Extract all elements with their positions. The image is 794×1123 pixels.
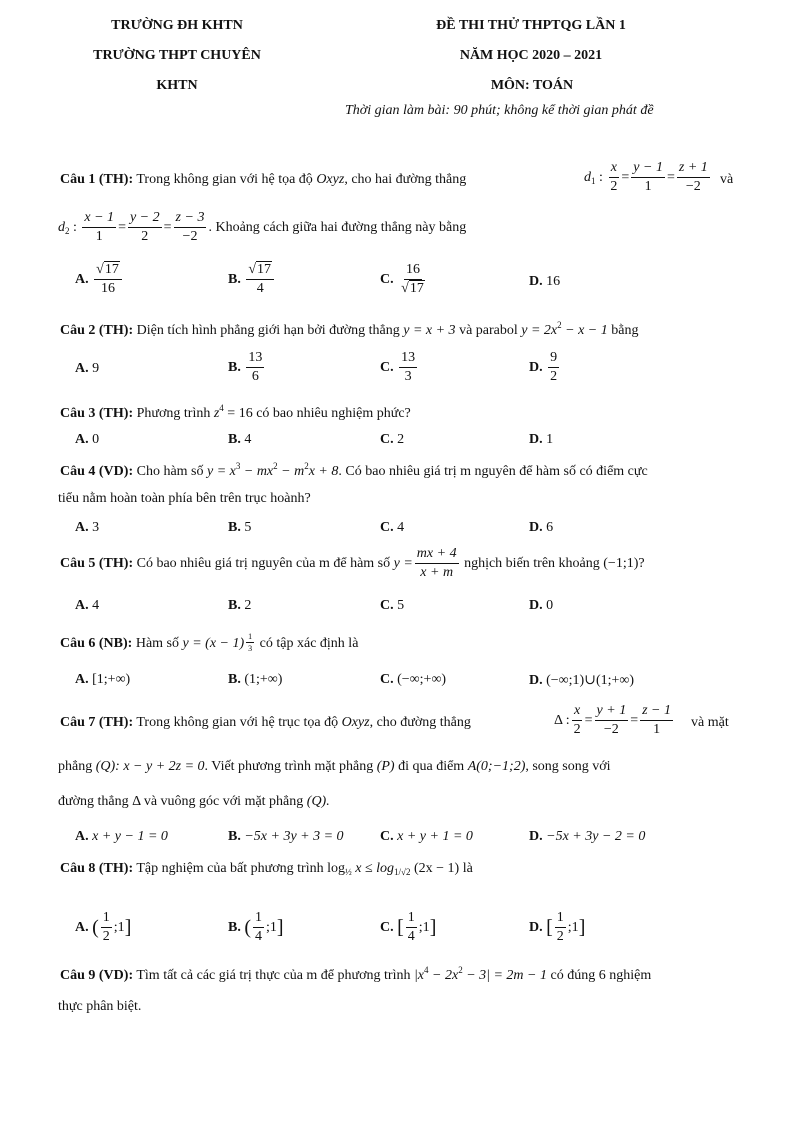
option-a[interactable]: A. x + y − 1 = 0 xyxy=(75,829,168,844)
time-note: Thời gian làm bài: 90 phút; không kể thời gian phát đề xyxy=(345,103,654,118)
option-a[interactable]: A. 4 xyxy=(75,598,100,613)
math-expression: |x xyxy=(413,968,425,983)
question-1: Câu 1 (TH): Trong không gian với hệ tọa độ Oxyz, cho hai đường thẳng $d_1$ : $\frac{x}{2}$ = $\frac{y - 1}{1}$ = $\frac{z + 1}{-2}$ và xyxy=(60,160,734,195)
fraction: $\frac{x}{2}$ xyxy=(610,160,618,195)
option-a[interactable]: A. $\frac{√17}{16}$ xyxy=(75,262,124,297)
math-expression: (Q): x − y + 2z = 0 xyxy=(95,759,205,774)
fraction: $\frac{z - 3}{-2}$ xyxy=(175,210,205,245)
math-expression: y = x xyxy=(207,464,236,479)
option-b[interactable]: B. 4 xyxy=(228,432,252,447)
option-c[interactable]: C. (−∞;+∞) xyxy=(380,672,447,687)
option-d[interactable]: D. −5x + 3y − 2 = 0 xyxy=(529,829,646,844)
subject: MÔN: TOÁN xyxy=(490,78,574,93)
option-b[interactable]: B. 2 xyxy=(228,598,252,613)
question-text: . Khoảng cách giữa hai đường thẳng này bằng xyxy=(208,219,467,235)
exam-title: ĐỀ THI THỬ THPTQG LẦN 1 xyxy=(436,18,626,33)
option-d[interactable]: D. 6 xyxy=(529,520,554,535)
fraction: $\frac{x - 1}{1}$ xyxy=(84,210,115,245)
option-d[interactable]: D. 0 xyxy=(529,598,554,613)
line-name: d xyxy=(58,219,65,235)
question-text: , cho hai đường thẳng xyxy=(344,172,467,187)
math-expression: z xyxy=(213,406,220,421)
question-1-cont: $d_2$ : $\frac{x - 1}{1}$ = $\frac{y - 2}{2}$ = $\frac{z - 3}{-2}$ . Khoảng cách giữa hai đường thẳng này bằng xyxy=(58,210,467,245)
question-8: Câu 8 (TH): Tập nghiệm của bất phương trình $\log_{\frac{1}{2}} x \le \log_{1/√2} (2x - 1)$ là xyxy=(60,861,473,877)
option-b[interactable]: B. (1;+∞) xyxy=(228,672,283,687)
question-3: Câu 3 (TH): Phương trình $z^4 = 16$ có bao nhiêu nghiệm phức? xyxy=(60,403,411,421)
option-a[interactable]: A. 3 xyxy=(75,520,100,535)
question-7-cont2: đường thẳng Δ và vuông góc với mặt phẳng (Q). xyxy=(58,794,330,809)
math-expression: y = x + 3 xyxy=(403,323,456,338)
line-name: Δ : xyxy=(554,712,570,728)
option-c[interactable]: C. 4 xyxy=(380,520,405,535)
math-expression: y = (x − 1) xyxy=(182,636,245,651)
option-c[interactable]: C. $\frac{13}{3}$ xyxy=(380,350,416,385)
question-7: Câu 7 (TH): Trong không gian với hệ trục tọa độ Oxyz, cho đường thẳng Δ : $\frac{x}{2}$ = $\frac{y + 1}{-2}$ = $\frac{z - 1}{1}$ và mặt xyxy=(60,703,729,738)
question-text: và xyxy=(720,172,734,187)
line-name: d xyxy=(584,169,591,185)
option-a[interactable]: A. 0 xyxy=(75,432,100,447)
subscript: 1 xyxy=(591,175,596,186)
math-expression: (−1;1)? xyxy=(603,555,645,571)
option-c[interactable]: C. 2 xyxy=(380,432,405,447)
option-b[interactable]: B. ( $\frac{1}{4}$ ;1] xyxy=(228,910,284,945)
option-c[interactable]: C. [ $\frac{1}{4}$ ;1] xyxy=(380,910,437,945)
fraction: $\frac{y - 1}{1}$ xyxy=(633,160,663,195)
option-d[interactable]: D. 1 xyxy=(529,432,554,447)
question-9-cont: thực phân biệt. xyxy=(58,999,142,1014)
fraction: $\frac{mx + 4}{x + m}$ xyxy=(416,546,457,581)
question-2: Câu 2 (TH): Diện tích hình phẳng giới hạn bởi đường thẳng y = x + 3 và parabol $y = 2x^2 - x - 1$ bằng xyxy=(60,320,639,338)
question-7-cont: phẳng (Q): x − y + 2z = 0. Viết phương trình mặt phẳng (P) đi qua điểm A(0;−1;2), song song với xyxy=(58,759,611,774)
school-name-line2: TRƯỜNG THPT CHUYÊN xyxy=(93,48,261,63)
option-d[interactable]: D. 16 xyxy=(529,274,561,289)
fraction: $\frac{z + 1}{-2}$ xyxy=(678,160,708,195)
option-a[interactable]: A. [1;+∞) xyxy=(75,672,131,687)
school-name-line1: TRƯỜNG ĐH KHTN xyxy=(111,18,243,33)
question-5: Câu 5 (TH): Có bao nhiêu giá trị nguyên của m để hàm số y = $\frac{mx + 4}{x + m}$ nghịch biến trên khoảng (−1;1)? xyxy=(60,546,645,581)
math-symbol: Oxyz xyxy=(316,172,345,187)
option-b[interactable]: B. $\frac{13}{6}$ xyxy=(228,350,263,385)
option-b[interactable]: B. 5 xyxy=(228,520,252,535)
option-b[interactable]: B. $\frac{√17}{4}$ xyxy=(228,262,276,297)
option-d[interactable]: D. $\frac{9}{2}$ xyxy=(529,350,558,385)
option-a[interactable]: A. 9 xyxy=(75,361,100,376)
question-text: Trong không gian với hệ tọa độ xyxy=(136,172,313,187)
subscript: 2 xyxy=(65,225,70,236)
option-c[interactable]: C. 5 xyxy=(380,598,405,613)
option-b[interactable]: B. −5x + 3y + 3 = 0 xyxy=(228,829,344,844)
math-expression: log xyxy=(327,861,345,876)
option-a[interactable]: A. ( $\frac{1}{2}$ ;1] xyxy=(75,910,132,945)
question-6: Câu 6 (NB): Hàm số y = (x − 1) $\frac{1}{3}$ có tập xác định là xyxy=(60,632,359,654)
school-name-line3: KHTN xyxy=(156,78,198,93)
option-d[interactable]: D. (−∞;1)∪(1;+∞) xyxy=(529,673,635,688)
school-year: NĂM HỌC 2020 – 2021 xyxy=(459,48,603,63)
question-label: Câu 1 (TH): xyxy=(60,172,134,187)
question-4-cont: tiểu nằm hoàn toàn phía bên trên trục hoành? xyxy=(58,491,311,506)
option-c[interactable]: C. $\frac{16}{√17}$ xyxy=(380,262,424,297)
math-expression: y = 2x xyxy=(521,323,558,338)
question-9: Câu 9 (VD): Tìm tất cả các giá trị thực của m để phương trình $|x^4 - 2x^2 - 3| = 2m - 1$ có đúng 6 nghiệm xyxy=(60,965,652,983)
option-c[interactable]: C. x + y + 1 = 0 xyxy=(380,829,473,844)
option-d[interactable]: D. [ $\frac{1}{2}$ ;1] xyxy=(529,910,586,945)
question-4: Câu 4 (VD): Cho hàm số $y = x^3 - mx^2 - m^2x + 8$. Có bao nhiêu giá trị m nguyên để hàm số có điểm cực xyxy=(60,461,648,479)
fraction: $\frac{y - 2}{2}$ xyxy=(129,210,160,245)
